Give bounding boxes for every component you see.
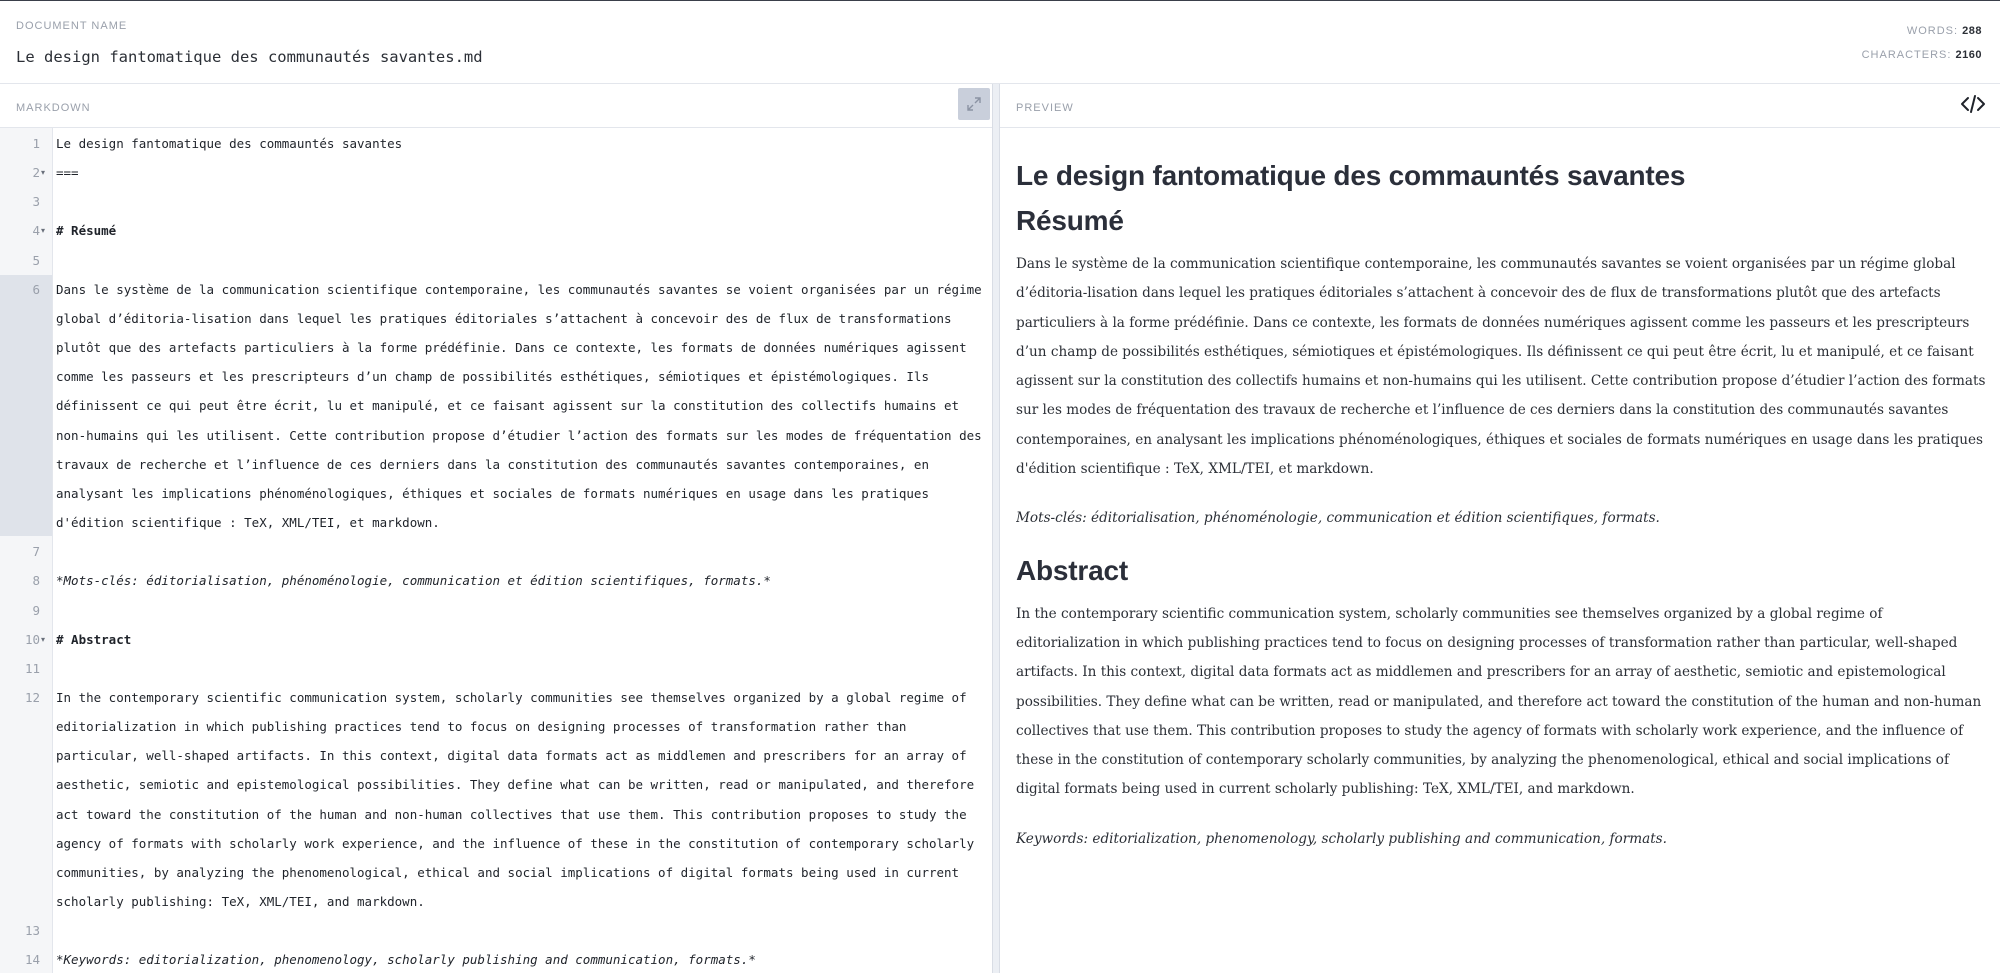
editor-line[interactable]	[0, 158, 992, 187]
fold-toggle-icon[interactable]: ▾	[41, 226, 46, 236]
document-name-field[interactable]: Le design fantomatique des communautés savantes.md	[16, 48, 483, 66]
editor-line[interactable]	[0, 129, 992, 158]
line-number: 13	[24, 923, 40, 939]
line-number: 3	[32, 194, 40, 210]
markdown-pane-header	[0, 84, 992, 128]
line-number: 7	[32, 544, 40, 560]
editor-line[interactable]	[0, 216, 992, 245]
editor-line[interactable]	[0, 654, 992, 683]
line-number: 14	[24, 952, 40, 968]
line-text[interactable]: *Mots-clés: éditorialisation, phénoménologie, communication et édition scientifiques, formats.*	[56, 573, 771, 589]
document-name-label: DOCUMENT NAME	[16, 20, 128, 32]
fold-marker	[40, 566, 53, 595]
preview-label: PREVIEW	[1016, 102, 1074, 114]
editor-line[interactable]	[0, 537, 992, 566]
line-number: 10	[24, 631, 40, 647]
words-label: WORDS:	[1906, 25, 1959, 37]
markdown-label: MARKDOWN	[16, 102, 91, 114]
line-text[interactable]	[53, 537, 986, 566]
line-text[interactable]: Dans le système de la communication scientifique contemporaine, les communautés savantes se voient organisées par un régime global d’éditoria-lisation dans lequel les pratiques éditoriales s’attachent à concevoir des de flux de transformations plutôt que des artefacts particuliers à la forme prédéfinie. Dans ce contexte, les formats de données numériques agissent comme les passeurs et les prescripteurs d’un champ de possibilités esthétiques, sémiotiques et épistémologiques. Ils définissent ce qui peut être écrit, lu et manipulé, et ce faisant agissent sur la constitution des collectifs humains et non-humains qui les utilisent. Cette contribution propose d’étudier l’action des formats sur les modes de fréquentation des travaux de recherche et l’influence de ces derniers dans la constitution des communautés savantes contemporaines, en analysant les implications phénoménologiques, éthiques et sociales de formats numériques en usage dans les pratiques d'édition scientifique : TeX, XML/TEI, et markdown.	[56, 281, 990, 531]
document-header	[0, 1, 2000, 84]
editor-line[interactable]	[0, 596, 992, 625]
fold-marker	[40, 596, 53, 625]
markdown-editor[interactable]	[0, 128, 992, 973]
words-value: 288	[1962, 25, 1982, 37]
editor-line-active[interactable]	[0, 275, 992, 538]
fold-marker	[40, 246, 53, 275]
fold-marker	[40, 275, 53, 538]
fold-toggle-icon[interactable]: ▾	[41, 168, 46, 178]
editor-line[interactable]	[0, 246, 992, 275]
characters-stat	[1862, 43, 1982, 67]
toggle-source-button[interactable]	[1958, 92, 1988, 116]
fold-marker	[40, 654, 53, 683]
words-stat	[1862, 19, 1982, 43]
preview-heading-abstract: Abstract	[1016, 554, 1128, 586]
line-number: 11	[24, 660, 40, 676]
fold-marker	[40, 129, 53, 158]
preview-keywords-en: Keywords: editorialization, phenomenology, scholarly publishing and communication, formats.	[1016, 830, 1667, 847]
expand-editor-button[interactable]	[958, 88, 990, 120]
preview-title: Le design fantomatique des commauntés savantes	[1016, 160, 1686, 191]
fold-marker	[40, 187, 53, 216]
editor-line[interactable]	[0, 683, 992, 917]
line-text[interactable]: # Résumé	[56, 223, 117, 239]
pane-resize-handle[interactable]	[992, 84, 1000, 973]
preview-paragraph-resume: Dans le système de la communication scientifique contemporaine, les communautés savantes se voient organisées par un régime global d’éditoria-lisation dans lequel les pratiques éditoriales s’attachent à concevoir des de flux de transformations plutôt que des artefacts particuliers à la forme prédéfinie. Dans ce contexte, les formats de données numériques agissent comme les passeurs et les prescripteurs d’un champ de possibilités esthétiques, sémiotiques et épistémologiques. Ils définissent ce qui peut être écrit, lu et manipulé, et ce faisant agissent sur la constitution des collectifs humains et non-humains qui les utilisent. Cette contribution propose d’étudier l’action des formats sur les modes de fréquentation des travaux de recherche et l’influence de ces derniers dans la constitution des communautés savantes contemporaines, en analysant les implications phénoménologiques, éthiques et sociales de formats numériques en usage dans les pratiques d'édition scientifique : TeX, XML/TEI, et markdown.	[1016, 256, 1986, 478]
line-number: 4	[32, 223, 40, 239]
fold-marker	[40, 945, 53, 973]
preview-keywords-fr: Mots-clés: éditorialisation, phénoménologie, communication et édition scientifiques, formats.	[1016, 510, 1660, 527]
line-text[interactable]: In the contemporary scientific communication system, scholarly communities see themselves organized by a global regime of editorialization in which publishing practices tend to focus on designing processes of transformation rather than particular, well-shaped artifacts. In this context, digital data formats act as middlemen and prescribers for an array of aesthetic, semiotic and epistemological possibilities. They define what can be written, read or manipulated, and therefore act toward the constitution of the human and non-human collectives that use them. This contribution proposes to study the agency of formats with scholarly work experience, and the influence of these in the constitution of contemporary scholarly communities, by analyzing the phenomenological, ethical and social implications of digital formats being used in current scholarly publishing: TeX, XML/TEI, and markdown.	[56, 689, 982, 910]
line-text[interactable]: *Keywords: editorialization, phenomenology, scholarly publishing and communication, formats.*	[56, 952, 756, 968]
characters-value: 2160	[1955, 49, 1982, 61]
code-brackets-icon	[1960, 94, 1986, 114]
line-text[interactable]	[53, 596, 986, 625]
line-text[interactable]	[53, 916, 986, 945]
expand-arrows-icon	[966, 96, 982, 112]
line-number: 2	[32, 165, 40, 181]
preview-paragraph-abstract: In the contemporary scientific communication system, scholarly communities see themselves organized by a global regime of editorialization in which publishing practices tend to focus on designing processes of transformation rather than particular, well-shaped artifacts. In this context, digital data formats act as middlemen and prescribers for an array of aesthetic, semiotic and epistemological possibilities. They define what can be written, read or manipulated, and therefore act toward the constitution of the human and non-human collectives that use them. This contribution proposes to study the agency of formats with scholarly work experience, and the influence of these in the constitution of contemporary scholarly communities, by analyzing the phenomenological, ethical and social implications of digital formats being used in current scholarly publishing: TeX, XML/TEI, and markdown.	[1016, 605, 1982, 798]
line-number: 8	[32, 573, 40, 589]
line-text[interactable]: # Abstract	[56, 631, 132, 647]
editor-line[interactable]	[0, 916, 992, 945]
editor-line[interactable]	[0, 625, 992, 654]
line-text[interactable]	[53, 246, 986, 275]
line-text[interactable]: Le design fantomatique des commauntés savantes	[56, 136, 403, 151]
editor-line[interactable]	[0, 187, 992, 216]
document-stats	[1862, 19, 1982, 67]
preview-heading-resume: Résumé	[1016, 205, 1124, 236]
line-text[interactable]: ===	[56, 165, 79, 181]
fold-marker	[40, 916, 53, 945]
line-number: 6	[32, 281, 40, 297]
preview-content	[1016, 128, 1986, 973]
line-number: 12	[24, 689, 40, 705]
fold-toggle-icon[interactable]: ▾	[41, 634, 46, 644]
characters-label: CHARACTERS:	[1861, 49, 1952, 61]
editor-line[interactable]	[0, 566, 992, 595]
fold-marker	[40, 683, 53, 917]
fold-marker	[40, 537, 53, 566]
line-number: 1	[32, 136, 40, 151]
preview-pane-header	[1000, 84, 2000, 128]
line-number: 9	[32, 602, 40, 618]
line-text[interactable]	[53, 187, 986, 216]
line-text[interactable]	[53, 654, 986, 683]
editor-line[interactable]	[0, 945, 992, 973]
line-number: 5	[32, 252, 40, 268]
